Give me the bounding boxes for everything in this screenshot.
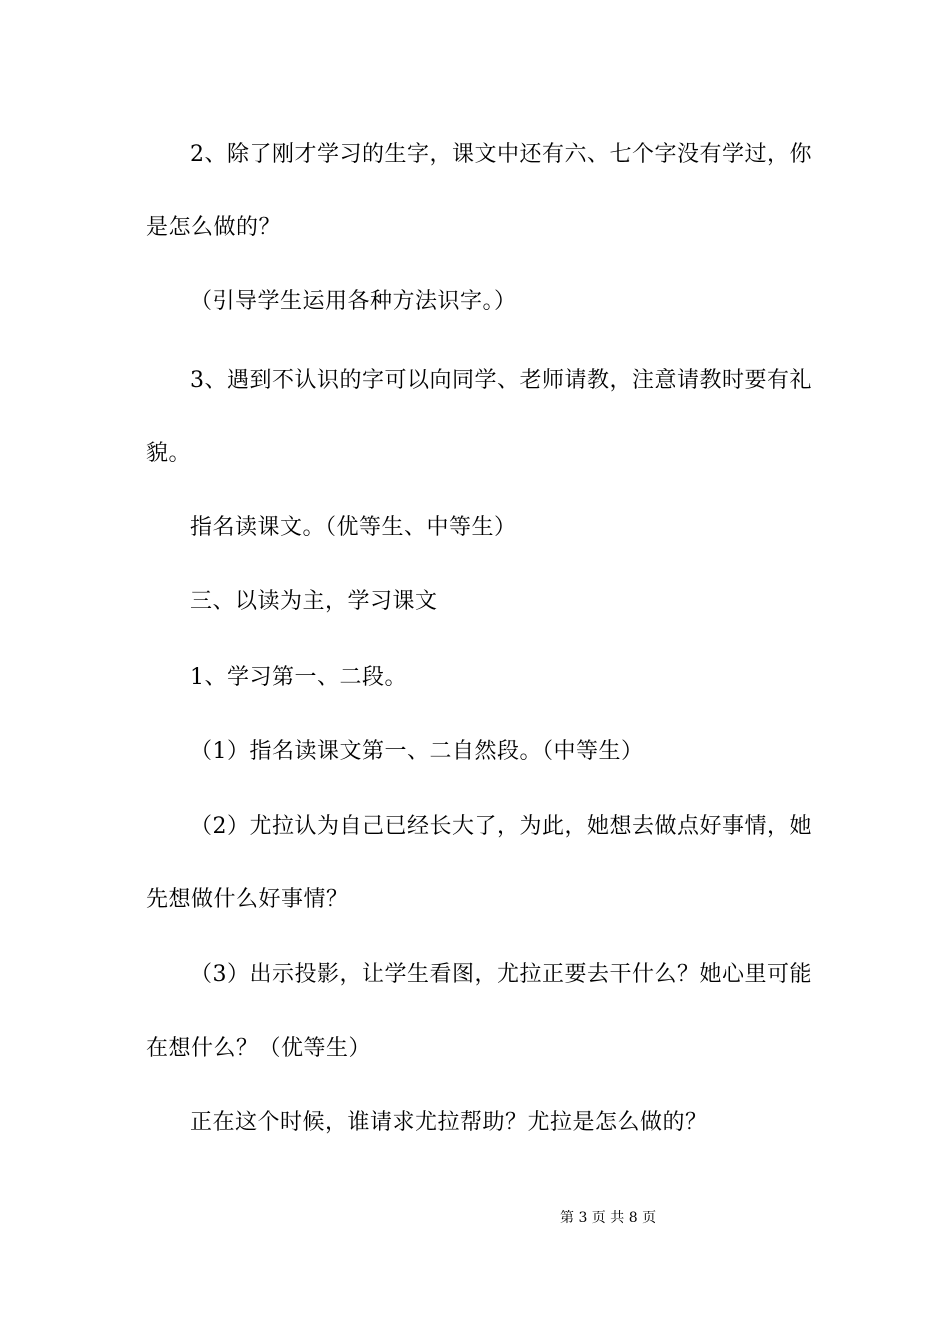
paragraph-line: 是怎么做的？ <box>146 215 282 240</box>
paragraph-line: （3）出示投影，让学生看图，尤拉正要去干什么？她心里可能 <box>190 962 812 987</box>
paragraph-line: 在想什么？（优等生） <box>146 1036 372 1061</box>
paragraph-line: 先想做什么好事情？ <box>146 887 349 912</box>
paragraph-line: 2、除了刚才学习的生字，课文中还有六、七个字没有学过，你 <box>190 142 812 167</box>
paragraph-line: （2）尤拉认为自己已经长大了，为此，她想去做点好事情，她 <box>190 814 812 839</box>
paragraph-line: （引导学生运用各种方法识字。） <box>190 289 517 314</box>
paragraph-line: （1）指名读课文第一、二自然段。（中等生） <box>190 739 644 764</box>
paragraph-line: 貌。 <box>146 441 192 466</box>
paragraph-line: 指名读课文。（优等生、中等生） <box>190 515 517 540</box>
paragraph-line: 1、学习第一、二段。 <box>190 665 407 690</box>
paragraph-line: 正在这个时候，谁请求尤拉帮助？尤拉是怎么做的？ <box>190 1110 708 1135</box>
section-heading: 三、以读为主，学习课文 <box>190 589 438 614</box>
paragraph-line: 3、遇到不认识的字可以向同学、老师请教，注意请教时要有礼 <box>190 368 812 393</box>
page-number-footer: 第 3 页 共 8 页 <box>560 1210 657 1226</box>
